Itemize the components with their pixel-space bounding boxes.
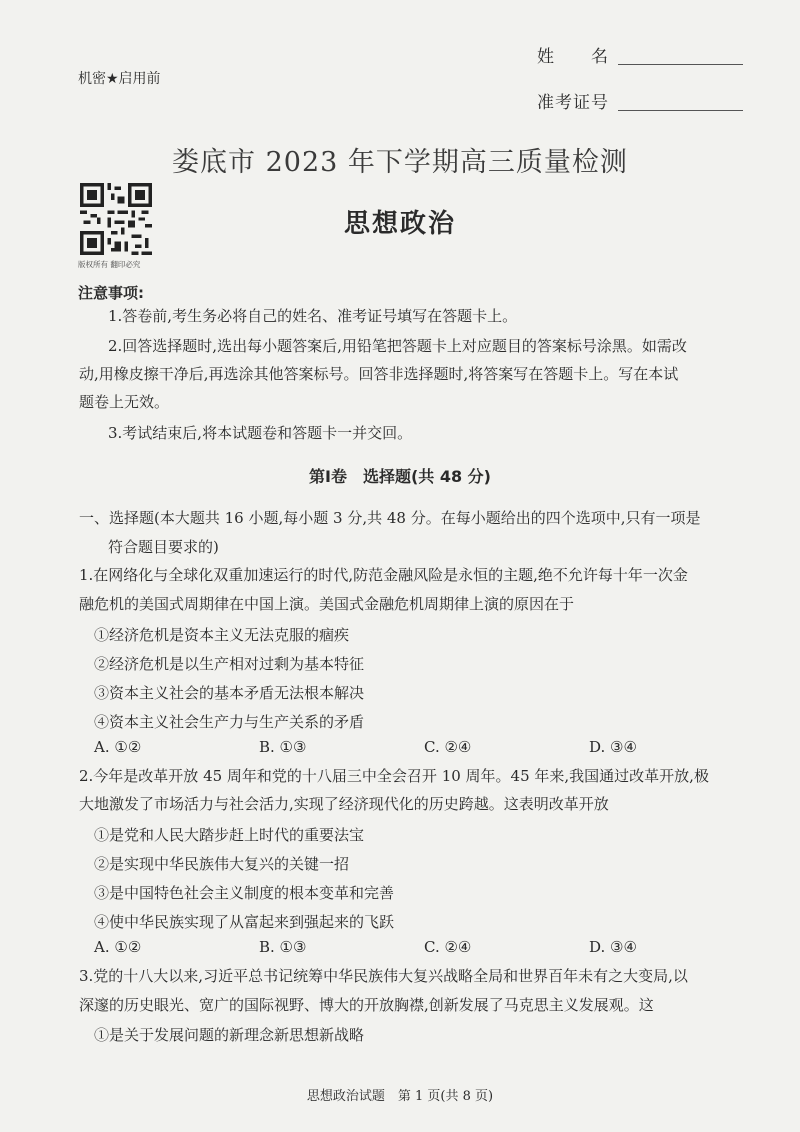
question-2-item: ②是实现中华民族伟大复兴的关键一招 xyxy=(94,855,350,873)
name-field-line[interactable] xyxy=(618,42,743,65)
section-title: 第Ⅰ卷 选择题(共 48 分) xyxy=(309,467,491,486)
notes-title: 注意事项: xyxy=(78,284,144,302)
question-1-stem: 融危机的美国式周期律在中国上演。美国式金融危机周期律上演的原因在于 xyxy=(79,595,575,613)
question-1-item: ③资本主义社会的基本矛盾无法根本解决 xyxy=(94,684,365,702)
part-intro-line: 符合题目要求的) xyxy=(108,538,219,556)
option-b[interactable]: B. ①③ xyxy=(259,938,307,956)
question-2-options xyxy=(94,938,754,956)
note-line: 2.回答选择题时,选出每小题答案后,用铅笔把答题卡上对应题目的答案标号涂黑。如需改 xyxy=(108,337,687,355)
note-line: 3.考试结束后,将本试题卷和答题卡一并交回。 xyxy=(108,424,413,442)
option-d[interactable]: D. ③④ xyxy=(589,738,637,756)
question-1-item: ②经济危机是以生产相对过剩为基本特征 xyxy=(94,655,365,673)
option-c[interactable]: C. ②④ xyxy=(424,938,472,956)
question-1-stem: 1.在网络化与全球化双重加速运行的时代,防范金融风险是永恒的主题,绝不允许每十年一次金 xyxy=(79,566,688,584)
question-1-item: ④资本主义社会生产力与生产关系的矛盾 xyxy=(94,713,365,731)
exam-id-field-line[interactable] xyxy=(618,88,743,111)
option-a[interactable]: A. ①② xyxy=(94,738,142,756)
option-c[interactable]: C. ②④ xyxy=(424,738,472,756)
question-3-stem: 深邃的历史眼光、宽广的国际视野、博大的开放胸襟,创新发展了马克思主义发展观。这 xyxy=(79,996,654,1014)
question-1-item: ①经济危机是资本主义无法克服的痼疾 xyxy=(94,626,350,644)
note-line: 1.答卷前,考生务必将自己的姓名、准考证号填写在答题卡上。 xyxy=(108,307,518,325)
qr-caption: 版权所有 翻印必究 xyxy=(78,260,141,269)
question-1-options xyxy=(94,738,754,756)
name-label: 姓 名 xyxy=(537,47,609,67)
question-3-item: ①是关于发展问题的新理念新思想新战略 xyxy=(94,1026,365,1044)
page-footer: 思想政治试题 第 1 页(共 8 页) xyxy=(306,1089,494,1104)
question-2-stem: 大地激发了市场活力与社会活力,实现了经济现代化的历史跨越。这表明改革开放 xyxy=(79,795,609,813)
note-line: 动,用橡皮擦干净后,再选涂其他答案标号。回答非选择题时,将答案写在答题卡上。写在本试 xyxy=(79,365,679,383)
option-a[interactable]: A. ①② xyxy=(94,938,142,956)
question-3-stem: 3.党的十八大以来,习近平总书记统筹中华民族伟大复兴战略全局和世界百年未有之大变局,以 xyxy=(79,967,688,985)
exam-title: 娄底市 2023 年下学期高三质量检测 xyxy=(172,147,628,178)
question-2-stem: 2.今年是改革开放 45 周年和党的十八届三中全会召开 10 周年。45 年来,我国通过改革开放,极 xyxy=(79,767,709,785)
question-2-item: ①是党和人民大踏步赶上时代的重要法宝 xyxy=(94,826,365,844)
option-b[interactable]: B. ①③ xyxy=(259,738,307,756)
subject-title: 思想政治 xyxy=(343,209,456,239)
note-line: 题卷上无效。 xyxy=(79,393,170,411)
confidential-mark: 机密★启用前 xyxy=(78,71,161,87)
part-intro-line: 一、选择题(本大题共 16 小题,每小题 3 分,共 48 分。在每小题给出的四个选项中,只有一项是 xyxy=(79,509,701,527)
question-2-item: ③是中国特色社会主义制度的根本变革和完善 xyxy=(94,884,395,902)
option-d[interactable]: D. ③④ xyxy=(589,938,637,956)
exam-id-label: 准考证号 xyxy=(537,93,609,113)
question-2-item: ④使中华民族实现了从富起来到强起来的飞跃 xyxy=(94,913,395,931)
